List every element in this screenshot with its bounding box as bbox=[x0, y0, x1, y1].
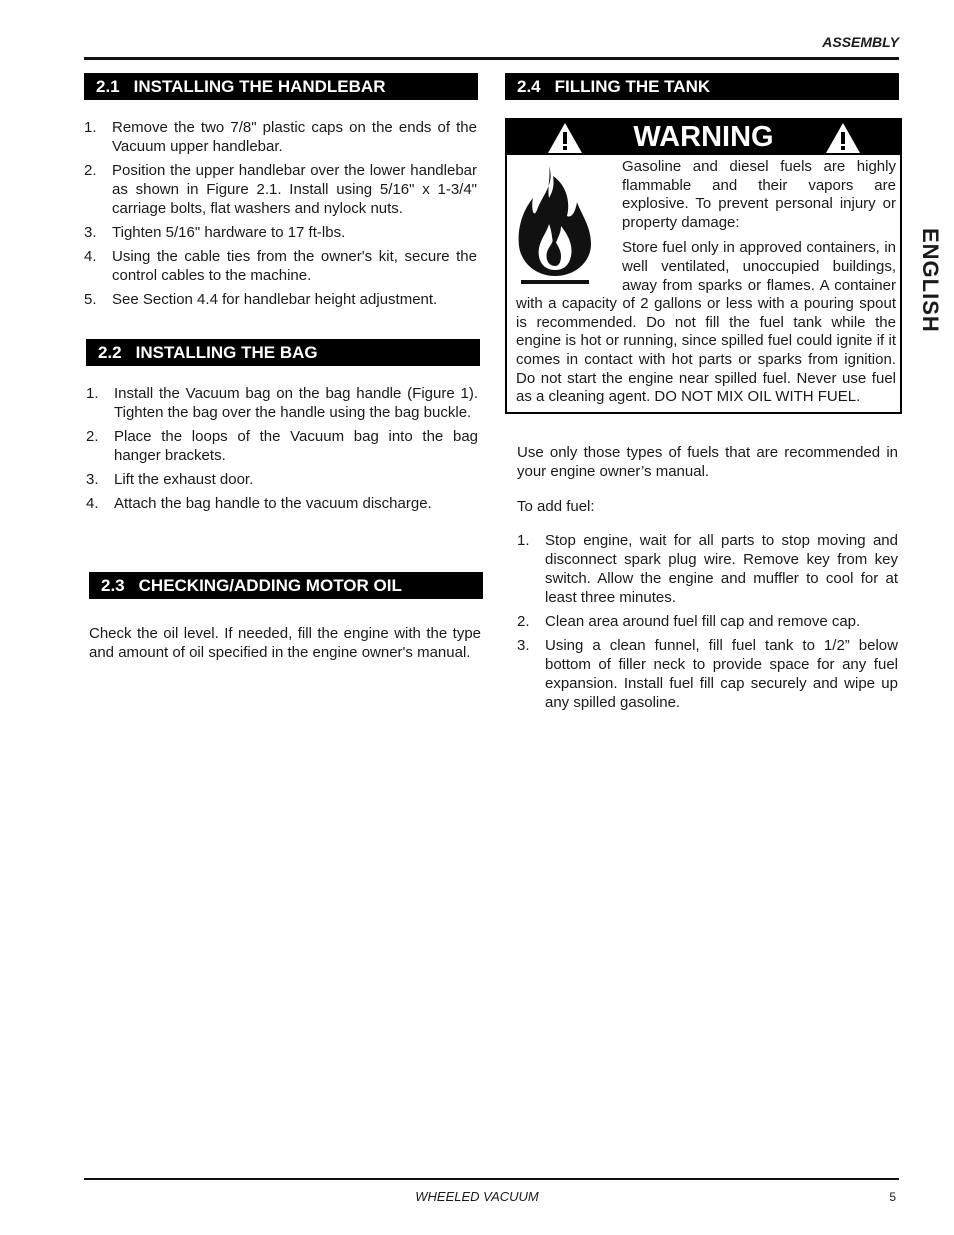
list-item: 3. Using a clean funnel, fill fuel tank to 1/2” below bottom of filler neck to provide space for any fuel expansion. Install fuel fill cap securely and wipe up any spilled gasoline. bbox=[517, 637, 898, 711]
list-item: 2. Clean area around fuel fill cap and remove cap. bbox=[517, 613, 861, 630]
fuel-intro-text: Use only those types of fuels that are recommended in your engine owner’s manual. bbox=[517, 444, 898, 480]
handlebar-steps bbox=[84, 118, 477, 314]
list-item: 4. Attach the bag handle to the vacuum discharge. bbox=[86, 495, 432, 512]
footer-rule bbox=[84, 1178, 899, 1180]
list-item: 2. Position the upper handlebar over the lower handlebar as shown in Figure 2.1. Install using 5/16" x 1-3/4" carriage bolts, flat washers and nylock nuts. bbox=[84, 162, 477, 217]
section-2-4-heading bbox=[505, 73, 899, 100]
warning-paragraph: Gasoline and diesel fuels are highly flammable and their vapors are explosive. To prevent personal injury or property damage: bbox=[622, 158, 896, 231]
running-header: ASSEMBLY bbox=[822, 34, 899, 50]
list-item: 3. Tighten 5/16" hardware to 17 ft-lbs. bbox=[84, 224, 346, 241]
section-title: CHECKING/ADDING MOTOR OIL bbox=[138, 576, 402, 595]
fuel-steps bbox=[517, 531, 898, 717]
list-item: 1. Remove the two 7/8" plastic caps on the ends of the Vacuum upper handlebar. bbox=[84, 119, 477, 155]
warning-triangle-icon bbox=[825, 122, 861, 154]
section-title: FILLING THE TANK bbox=[554, 77, 711, 96]
section-number: 2.4 bbox=[517, 77, 541, 96]
section-title: INSTALLING THE HANDLEBAR bbox=[133, 77, 386, 96]
list-item: 3. Lift the exhaust door. bbox=[86, 471, 254, 488]
section-2-1-heading bbox=[84, 73, 478, 100]
warning-title: WARNING bbox=[633, 121, 774, 153]
section-number: 2.1 bbox=[96, 77, 120, 96]
bag-steps bbox=[86, 384, 478, 518]
warning-paragraph: Store fuel only in approved containers, in well ventilated, unoccupied buildings, away from sparks or flames. A container with a capacity of 2 gallons or less with a pouring spout is recommended. Do not fill the fuel tank while the engine is hot or running, since spilled fuel could ignite if it comes in contact with hot parts or sparks from ignition. Do not start the engine near spilled fuel. Never use fuel as a cleaning agent. DO NOT MIX OIL WITH FUEL. bbox=[516, 239, 896, 406]
language-tab: ENGLISH bbox=[918, 228, 943, 333]
section-title: INSTALLING THE BAG bbox=[135, 343, 318, 362]
list-item: 1. Stop engine, wait for all parts to stop moving and disconnect spark plug wire. Remove key from key switch. Allow the engine and muffler to cool for at least three minutes. bbox=[517, 532, 898, 606]
warning-text bbox=[516, 158, 896, 414]
list-item: 4. Using the cable ties from the owner's kit, secure the control cables to the machine. bbox=[84, 248, 477, 284]
page-number: 5 bbox=[889, 1190, 896, 1204]
list-item: 5. See Section 4.4 for handlebar height adjustment. bbox=[84, 291, 438, 308]
section-2-3-heading bbox=[89, 572, 483, 599]
footer-title: WHEELED VACUUM bbox=[415, 1189, 539, 1204]
section-2-2-heading bbox=[86, 339, 480, 366]
header-rule bbox=[84, 57, 899, 60]
section-number: 2.2 bbox=[98, 343, 122, 362]
list-item: 2. Place the loops of the Vacuum bag into the bag hanger brackets. bbox=[86, 428, 478, 464]
section-number: 2.3 bbox=[101, 576, 125, 595]
motor-oil-text: Check the oil level. If needed, fill the engine with the type and amount of oil specified in the engine owner's manual. bbox=[89, 625, 481, 661]
warning-banner bbox=[507, 120, 900, 155]
warning-box bbox=[505, 118, 902, 414]
list-item: 1. Install the Vacuum bag on the bag handle (Figure 1). Tighten the bag over the handle using the bag buckle. bbox=[86, 385, 478, 421]
to-add-fuel-label: To add fuel: bbox=[517, 498, 595, 515]
